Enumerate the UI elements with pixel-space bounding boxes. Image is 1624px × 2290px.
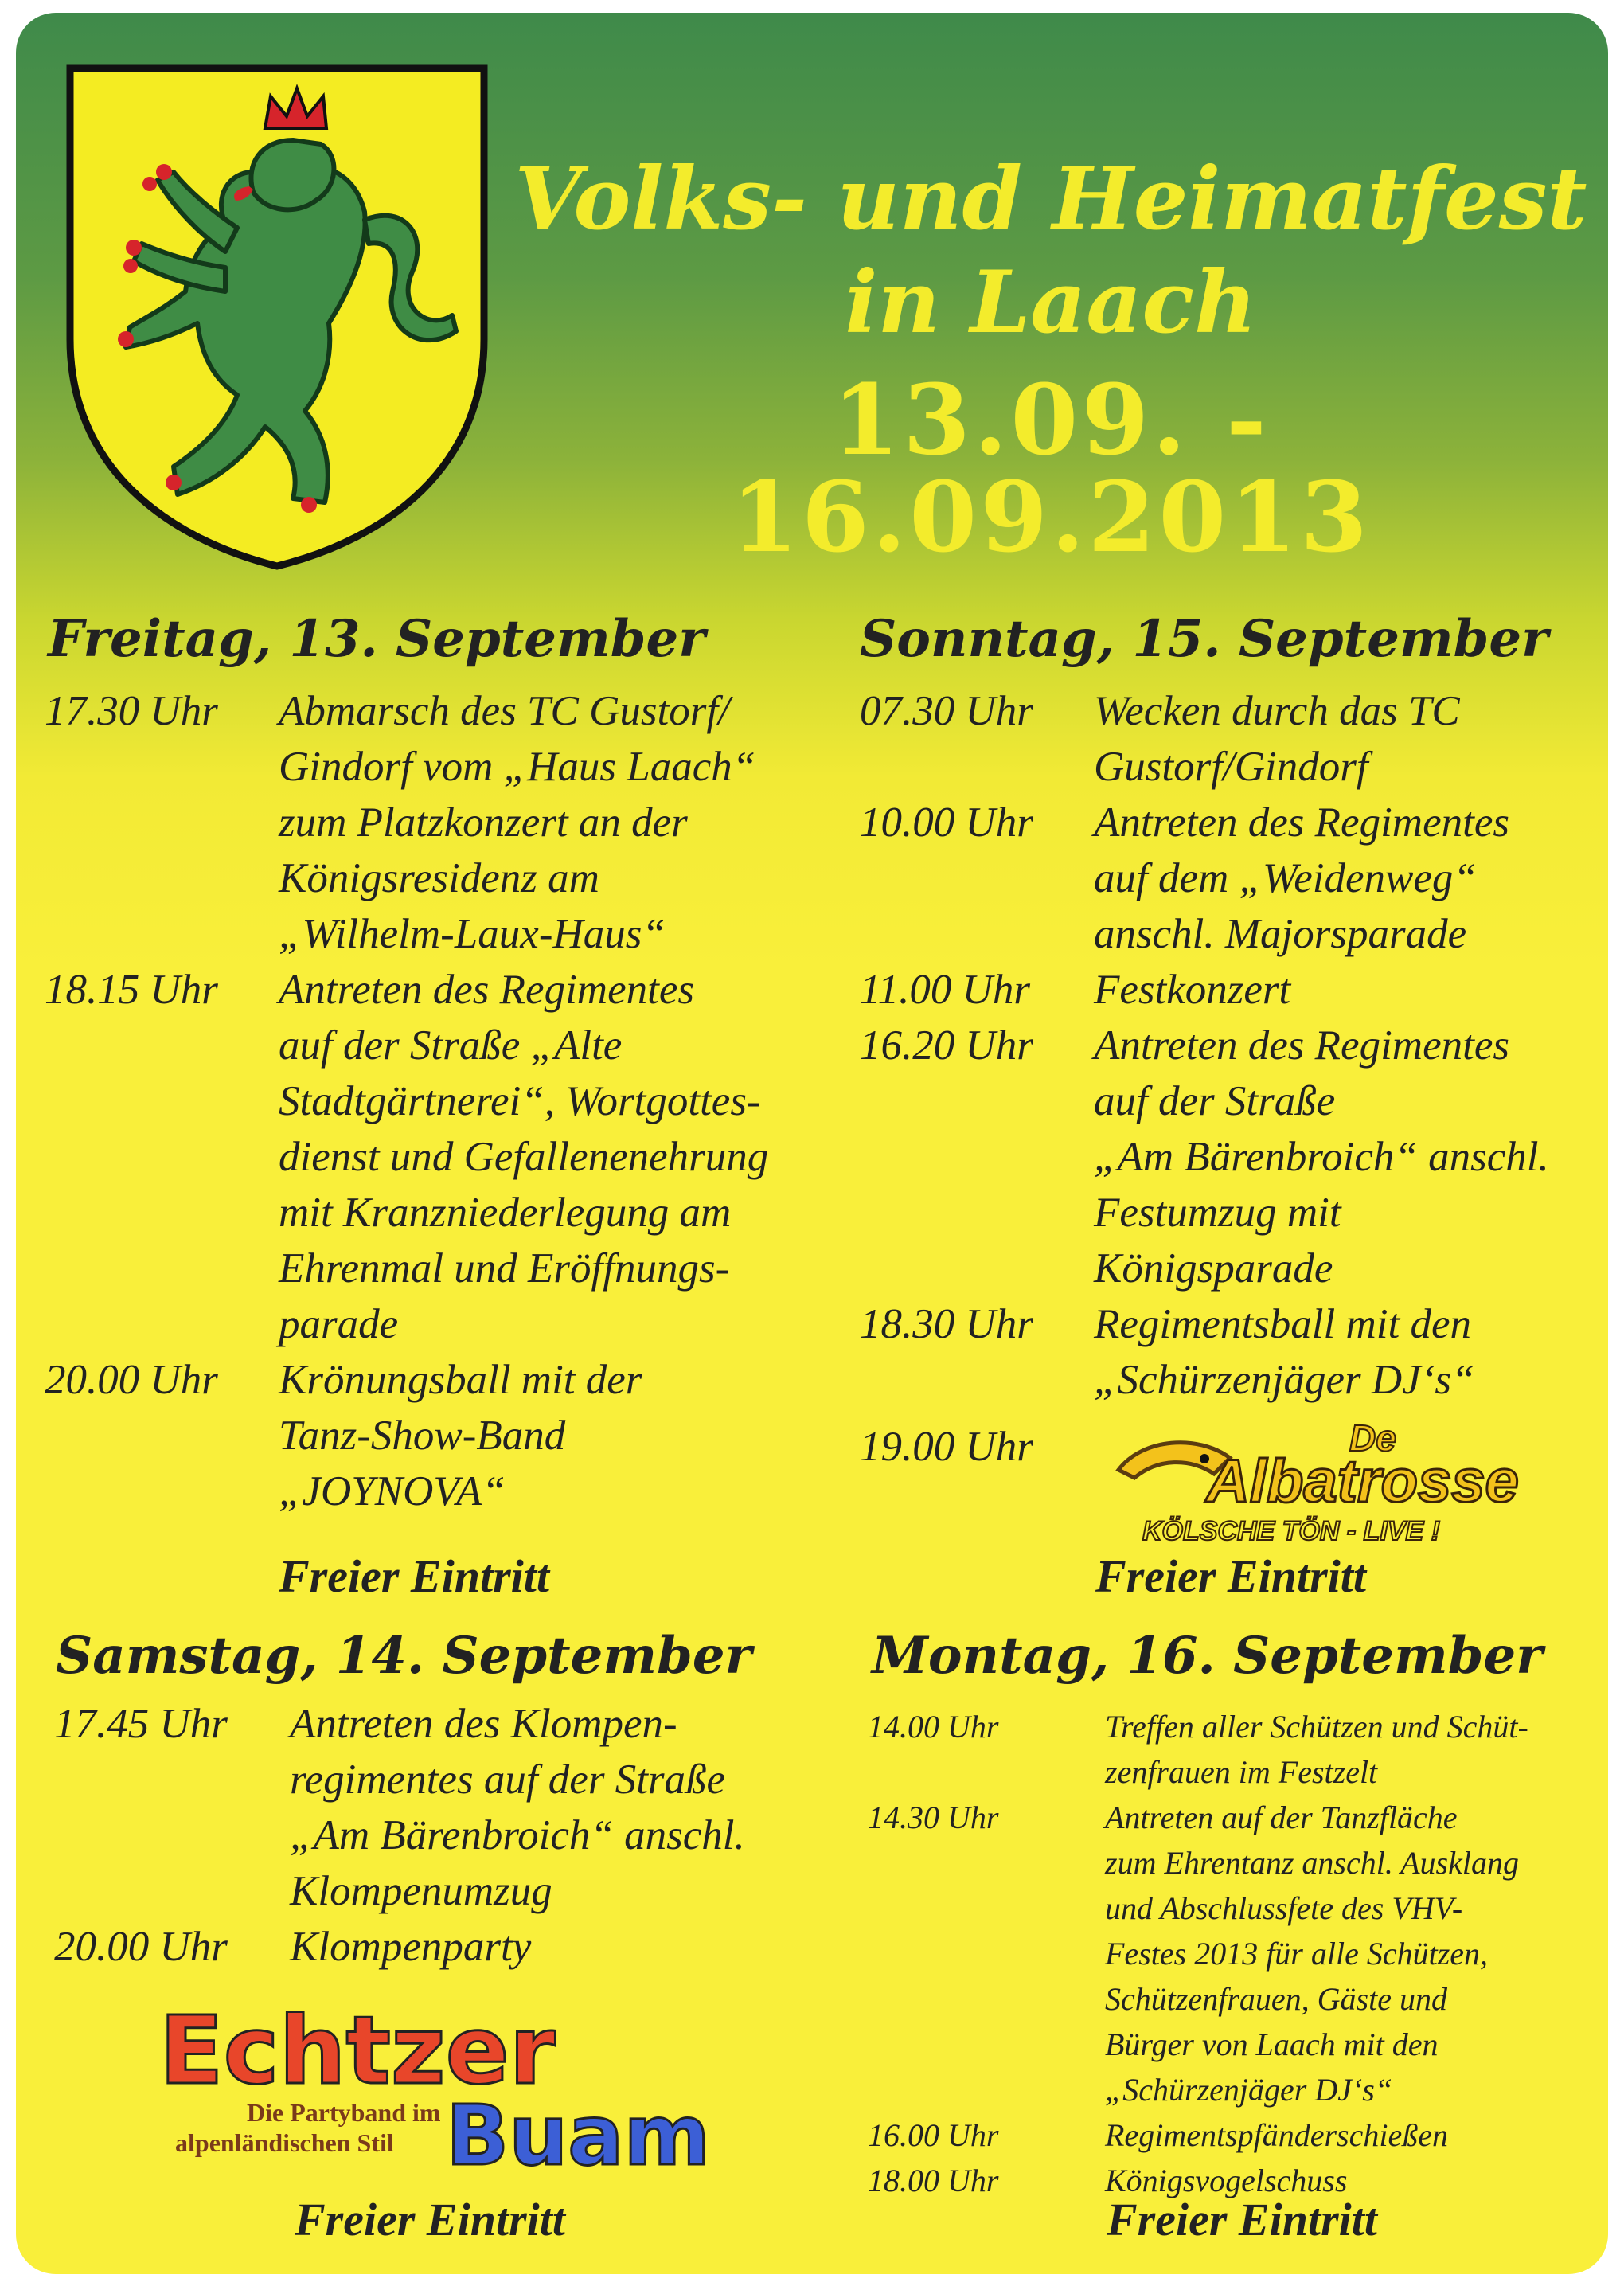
event-time: 18.00 Uhr bbox=[868, 2163, 999, 2198]
event-description: Antreten auf der Tanzfläche zum Ehrentanz anschl. Ausklang und Abschlussfete des VHV- Festes 2013 für alle Schützen, Schützenfrauen, Gäste und Bürger von Laach mit den „Schürzenjäger DJ‘s“ bbox=[1105, 1800, 1519, 2108]
event-description: Antreten des Regimentes auf der Straße „Am Bärenbroich“ anschl. Festumzug mit Königsparade bbox=[1094, 1022, 1549, 1292]
event-description: Abmarsch des TC Gustorf/ Gindorf vom „Haus Laach“ zum Platzkonzert an der Königsresidenz am „Wilhelm-Laux-Haus“ bbox=[279, 688, 756, 957]
event-time: 10.00 Uhr bbox=[860, 799, 1033, 846]
day-heading-sunday: Sonntag, 15. September bbox=[860, 609, 1548, 669]
free-entry-sunday: Freier Eintritt bbox=[1095, 1550, 1367, 1602]
event-time: 11.00 Uhr bbox=[860, 967, 1030, 1013]
event-row bbox=[860, 962, 1600, 1018]
echtzer-logo-name-top: Echtzer bbox=[159, 1995, 556, 2105]
event-row bbox=[868, 2112, 1608, 2158]
event-row bbox=[54, 1696, 850, 1919]
albatrosse-logo-prefix: De bbox=[1349, 1417, 1396, 1459]
free-entry-monday: Freier Eintritt bbox=[1107, 2194, 1378, 2245]
event-description: Treffen aller Schützen und Schüt- zenfrauen im Festzelt bbox=[1105, 1709, 1528, 1790]
event-description: Festkonzert bbox=[1094, 967, 1291, 1013]
free-entry-saturday: Freier Eintritt bbox=[295, 2194, 566, 2245]
day-heading-monday: Montag, 16. September bbox=[872, 1626, 1543, 1686]
event-time: 17.45 Uhr bbox=[54, 1701, 228, 1747]
event-row bbox=[860, 683, 1600, 795]
event-row bbox=[45, 683, 841, 962]
event-description: Antreten des Klompen- regimentes auf der Straße „Am Bärenbroich“ anschl. Klompenumzug bbox=[290, 1701, 745, 1914]
day-heading-saturday: Samstag, 14. September bbox=[56, 1626, 752, 1686]
event-time: 20.00 Uhr bbox=[45, 1357, 218, 1403]
event-row bbox=[868, 1704, 1608, 1795]
event-row bbox=[45, 962, 841, 1352]
festival-poster bbox=[16, 13, 1608, 2274]
echtzer-buam-band-logo bbox=[143, 1987, 748, 2179]
free-entry-friday: Freier Eintritt bbox=[279, 1550, 550, 1602]
event-row bbox=[54, 1919, 850, 1975]
event-time: 17.30 Uhr bbox=[45, 688, 218, 734]
echtzer-logo-tagline-2: alpenländischen Stil bbox=[175, 2128, 394, 2157]
event-description: Regimentspfänderschießen bbox=[1105, 2117, 1448, 2153]
event-time: 07.30 Uhr bbox=[860, 688, 1033, 734]
event-time: 14.30 Uhr bbox=[868, 1800, 999, 1835]
event-row bbox=[868, 1795, 1608, 2112]
albatrosse-band-logo bbox=[1111, 1414, 1556, 1549]
event-description: Antreten des Regimentes auf dem „Weidenweg“ anschl. Majorsparade bbox=[1094, 799, 1509, 957]
event-description: Klompenparty bbox=[290, 1924, 532, 1970]
event-row bbox=[860, 1296, 1600, 1408]
event-row bbox=[860, 795, 1600, 962]
event-description: Antreten des Regimentes auf der Straße „Alte Stadtgärtnerei“, Wortgottes- dienst und Gefallenenehrung mit Kranzniederlegung am Ehrenmal und Eröffnungs- parade bbox=[279, 967, 769, 1347]
event-time: 18.15 Uhr bbox=[45, 967, 218, 1013]
event-time: 19.00 Uhr bbox=[860, 1424, 1033, 1470]
heraldic-lion-crest-icon bbox=[54, 53, 500, 578]
schedule-sunday bbox=[860, 683, 1600, 1475]
event-time: 16.20 Uhr bbox=[860, 1022, 1033, 1069]
albatrosse-logo-name: Albatrosse bbox=[1206, 1448, 1519, 1515]
event-description: Regimentsball mit den „Schürzenjäger DJ‘s“ bbox=[1094, 1301, 1475, 1403]
event-time: 16.00 Uhr bbox=[868, 2117, 999, 2153]
event-description: Königsvogelschuss bbox=[1105, 2163, 1348, 2198]
poster-title: Volks- und Heimatfest bbox=[514, 149, 1587, 249]
event-time: 20.00 Uhr bbox=[54, 1924, 228, 1970]
schedule-friday bbox=[45, 683, 841, 1519]
albatrosse-logo-tagline: KÖLSCHE TÖN - LIVE ! bbox=[1142, 1516, 1440, 1546]
schedule-saturday bbox=[54, 1696, 850, 1975]
poster-title-location: in Laach bbox=[845, 252, 1257, 353]
event-description: Krönungsball mit der Tanz-Show-Band „JOYNOVA“ bbox=[279, 1357, 642, 1514]
event-time: 14.00 Uhr bbox=[868, 1709, 999, 1745]
day-heading-friday: Freitag, 13. September bbox=[48, 609, 705, 669]
echtzer-logo-tagline-1: Die Partyband im bbox=[247, 2098, 441, 2127]
event-row bbox=[45, 1352, 841, 1519]
event-row bbox=[860, 1018, 1600, 1296]
echtzer-logo-name-bottom: Buam bbox=[446, 2087, 710, 2179]
poster-dates: 13.09. - 16.09.2013 bbox=[730, 362, 1372, 574]
schedule-monday bbox=[868, 1704, 1608, 2203]
event-description: Wecken durch das TC Gustorf/Gindorf bbox=[1094, 688, 1460, 790]
event-time: 18.30 Uhr bbox=[860, 1301, 1033, 1347]
